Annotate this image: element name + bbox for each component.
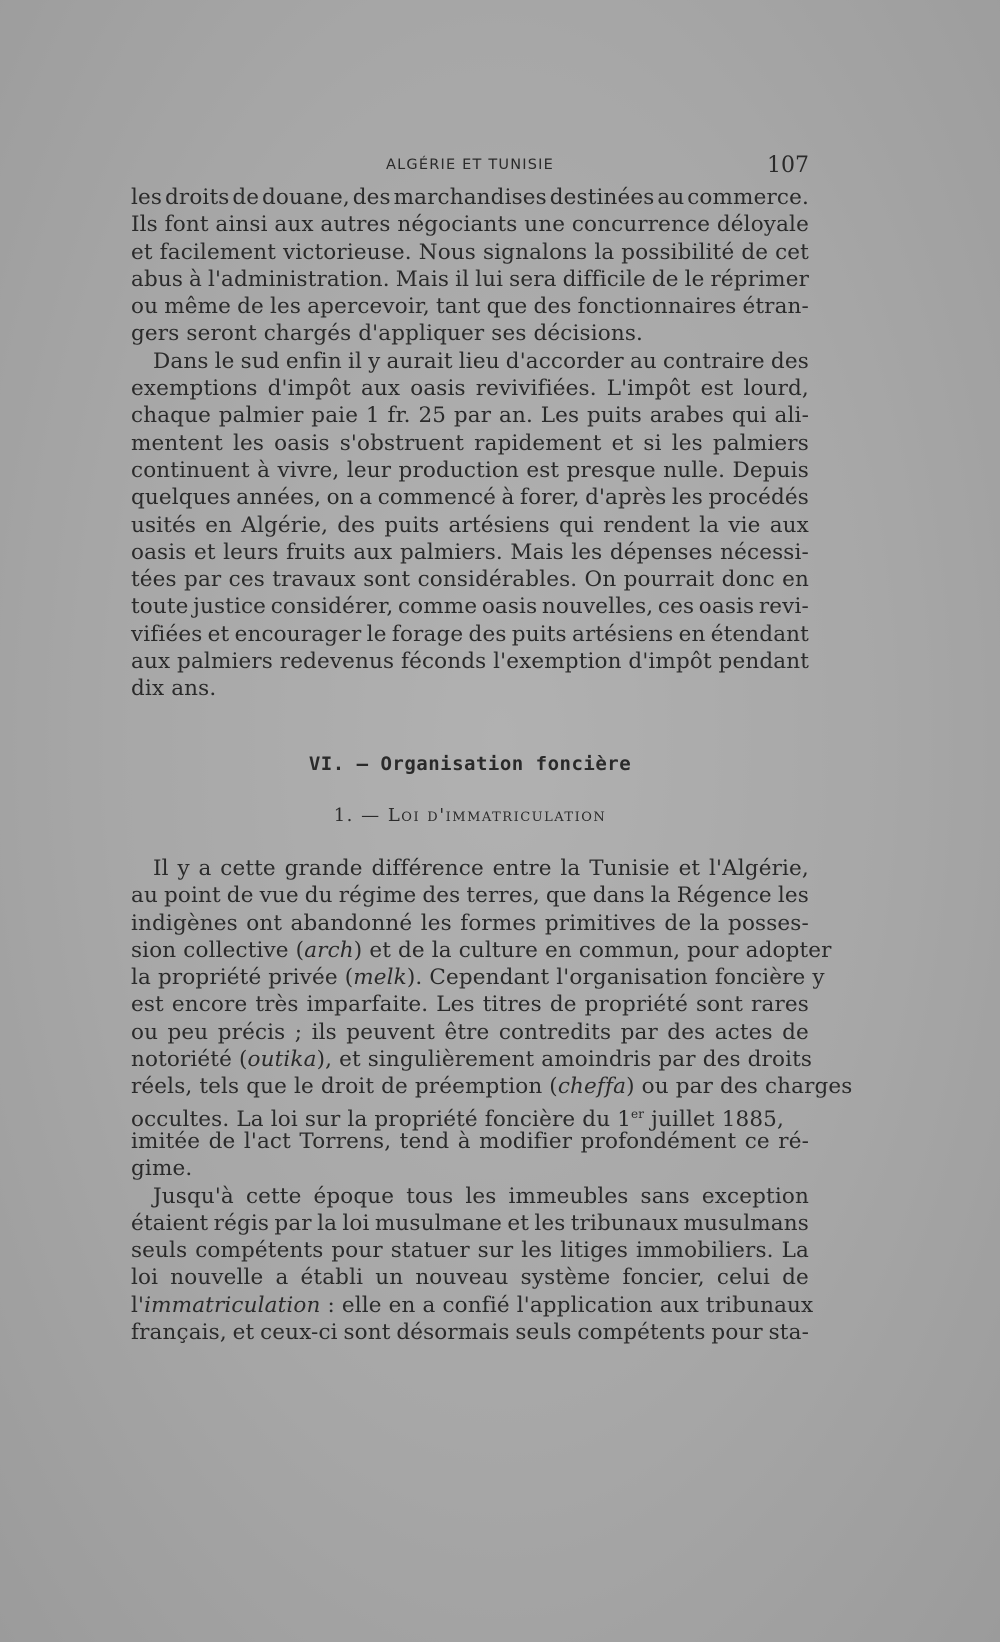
text-line	[131, 937, 832, 964]
text-line	[131, 1101, 809, 1132]
italic-term: arch	[304, 937, 354, 963]
text-line: français, et ceux-ci sont désormais seuls compétents pour sta-	[131, 1320, 809, 1346]
text-run: ). Cependant l'organisation foncière y	[406, 965, 825, 991]
text-line: ou peu précis ; ils peuvent être contredits par des actes de	[131, 1019, 809, 1045]
text-line: exemptions d'impôt aux oasis revivifiées. L'impôt est lourd,	[131, 376, 809, 402]
running-title: ALGÉRIE ET TUNISIE	[386, 157, 554, 173]
text-line: étaient régis par la loi musulmane et les tribunaux musulmans	[131, 1210, 809, 1236]
running-head	[131, 153, 809, 177]
superscript: er	[631, 1106, 645, 1121]
text-line: abus à l'administration. Mais il lui sera difficile de le réprimer	[131, 266, 809, 292]
subsection-heading: 1. — Loi d'immatriculation	[333, 805, 607, 826]
text-line: chaque palmier paie 1 fr. 25 par an. Les puits arabes qui ali-	[131, 403, 809, 429]
text-line: au point de vue du régime des terres, que dans la Régence les	[131, 883, 809, 909]
text-line: Ils font ainsi aux autres négociants une concurrence déloyale	[131, 212, 809, 238]
text-line: seuls compétents pour statuer sur les litiges immobiliers. La	[131, 1238, 809, 1264]
text-line: aux palmiers redevenus féconds l'exemption d'impôt pendant	[131, 649, 809, 675]
text-line: indigènes ont abandonné les formes primitives de la posses-	[131, 910, 809, 936]
paragraph-block-2	[131, 855, 853, 1346]
text-run: ) ou par des charges	[626, 1074, 853, 1100]
text-line: Jusqu'à cette époque tous les immeubles sans exception	[153, 1183, 809, 1209]
text-run: ), et singulièrement amoindris par des droits	[316, 1047, 813, 1073]
text-line: gers seront chargés d'appliquer ses décisions.	[131, 321, 643, 347]
text-line: loi nouvelle a établi un nouveau système foncier, celui de	[131, 1265, 809, 1291]
text-line	[131, 1073, 853, 1100]
text-run: ) et de la culture en commun, pour adopter	[353, 937, 832, 963]
text-line: toute justice considérer, comme oasis nouvelles, ces oasis revi-	[131, 594, 809, 620]
text-line	[131, 1046, 813, 1073]
section-heading: VI. — Organisation foncière	[308, 753, 632, 775]
italic-term: outika	[247, 1047, 317, 1073]
text-run: la propriété privée (	[131, 965, 354, 991]
text-line: mentent les oasis s'obstruent rapidement et si les palmiers	[131, 430, 809, 456]
text-line: oasis et leurs fruits aux palmiers. Mais les dépenses nécessi-	[131, 539, 809, 565]
text-line: vifiées et encourager le forage des puits artésiens en étendant	[131, 621, 809, 647]
text-line: ou même de les apercevoir, tant que des fonctionnaires étran-	[131, 294, 809, 320]
text-line: est encore très imparfaite. Les titres de propriété sont rares	[131, 992, 809, 1018]
page-number: 107	[767, 153, 809, 178]
text-run: : elle en a confié l'application aux tribunaux	[320, 1292, 814, 1318]
text-line: usités en Algérie, des puits artésiens qui rendent la vie aux	[131, 512, 809, 538]
text-run: sion collective (	[131, 937, 305, 963]
text-run: notoriété (	[131, 1047, 248, 1073]
text-line: et facilement victorieuse. Nous signalons la possibilité de cet	[131, 239, 809, 265]
text-run: juillet 1885,	[644, 1106, 784, 1132]
text-line: Il y a cette grande différence entre la Tunisie et l'Algérie,	[153, 856, 809, 881]
text-line	[131, 1292, 814, 1319]
text-line: les droits de douane, des marchandises destinées au commerce.	[131, 185, 809, 210]
text-line: tées par ces travaux sont considérables. On pourrait donc en	[131, 567, 809, 593]
text-run: réels, tels que le droit de préemption (	[131, 1074, 558, 1100]
text-line: Dans le sud enfin il y aurait lieu d'accorder au contraire des	[153, 348, 809, 374]
italic-term: melk	[353, 965, 407, 991]
text-line: dix ans.	[131, 676, 217, 702]
text-line: gime.	[131, 1156, 193, 1182]
italic-term: immatriculation	[144, 1292, 321, 1318]
text-run: l'	[131, 1292, 145, 1318]
text-line: imitée de l'act Torrens, tend à modifier profondément ce ré-	[131, 1128, 809, 1154]
paragraph-block-1	[131, 184, 809, 703]
italic-term: cheffa	[557, 1074, 627, 1100]
text-line	[131, 964, 825, 991]
text-line: continuent à vivre, leur production est presque nulle. Depuis	[131, 457, 809, 483]
text-run: occultes. La loi sur la propriété foncière du 1	[131, 1106, 632, 1132]
text-line: quelques années, on a commencé à forer, d'après les procédés	[131, 485, 809, 511]
